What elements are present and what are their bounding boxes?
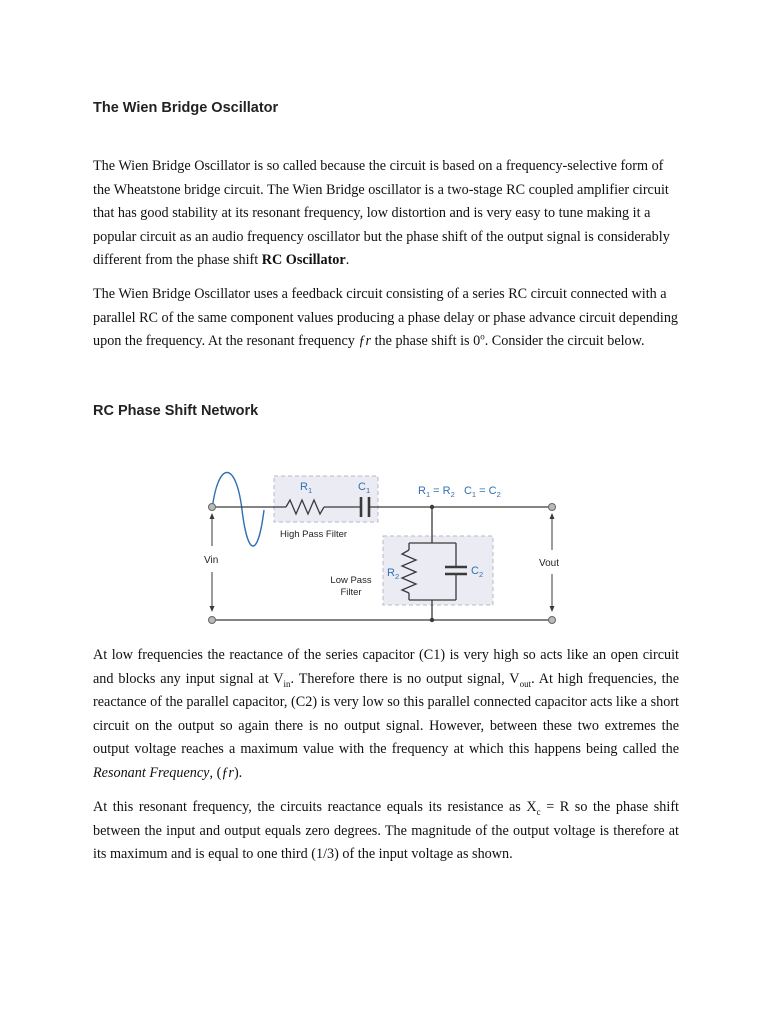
input-sine-wave [212,473,264,547]
intro-text: The Wien Bridge Oscillator is so called because the circuit is based on a frequency-selective form of the Wheatstone bridge circuit. The Wien Bridge oscillator is a two-stage RC coupled amplifier circuit that has good stability at its resonant frequency, low distortion and is very easy to tune making it a popular circuit as an audio frequency oscillator but the phase shift of the output signal is considerably different from the phase shift [93,158,670,269]
xc-subscript: c [536,806,541,817]
feedback-text-1: The Wien Bridge Oscillator uses a feedback circuit consisting of a series RC circuit connected with a parallel RC of the same component values producing a phase delay or phase advance circuit depending upon the frequency. At the resonant frequency [93,286,679,350]
component-equality-label: $R_1 = R_2$ $C_1 = C_2$ [418,485,501,499]
input-terminal-top [209,504,216,511]
section-subtitle: RC Phase Shift Network [93,403,259,419]
frequency-text-4: , ( [209,764,222,781]
c1-label: $C_1$ [358,481,371,495]
resonance-text-1: At this resonant frequency, the circuits reactance equals its resistance as X [93,799,537,815]
resonance-paragraph [93,796,679,867]
feedback-text-2: the phase shift is 0 [371,333,481,350]
resonant-frequency-symbol-2: ƒr [221,764,234,781]
feedback-paragraph [93,283,679,354]
frequency-text-5: ). [233,764,243,781]
input-terminal-bottom [209,617,216,624]
intro-end: . [345,252,350,269]
vin-arrowhead-down [210,606,215,612]
frequency-response-paragraph [93,644,679,786]
vout-arrowhead-down [550,606,555,612]
high-pass-filter-label: High Pass Filter [280,529,348,540]
rc-phase-shift-circuit-diagram [200,470,570,630]
output-terminal-top [549,504,556,511]
low-pass-filter-label-line2: Filter [340,587,362,598]
vin-arrowhead-up [210,513,215,519]
frequency-text-2: . Therefore there is no output signal, V [290,670,520,687]
frequency-text-3: . At high frequencies, the reactance of the parallel capacitor, (C2) is very low so this parallel connected capacitor acts like a short circuit on the output so again there is no output signal. However, between these two extremes the output voltage reaches a maximum value with the frequency at which this happens being called the [93,670,680,758]
output-terminal-bottom [549,617,556,624]
r1-label: $R_1$ [300,481,313,495]
feedback-text-3: . Consider the circuit below. [484,333,645,350]
degree-superscript: o [480,331,485,342]
vout-label: Vout [539,558,560,569]
resonant-frequency-symbol: ƒr [358,333,372,350]
page-title: The Wien Bridge Oscillator [93,100,279,116]
r2-label: $R_2$ [387,567,400,581]
vout-subscript: out [519,678,532,689]
low-pass-filter-label-line1: Low Pass [330,575,372,586]
vin-subscript: in [283,678,291,689]
resonant-frequency-term: Resonant Frequency [93,764,210,781]
frequency-text-1: At low frequencies the reactance of the series capacitor (C1) is very high so acts like an open circuit and blocks any input signal at V [93,647,679,687]
intro-paragraph [93,155,679,273]
vout-arrowhead-up [550,513,555,519]
rc-oscillator-term: RC Oscillator [261,252,346,269]
vin-label: Vin [204,555,219,566]
resonance-text-2: = R so the phase shift between the input and output equals zero degrees. The magnitude of the output voltage is therefore at its maximum and is equal to one third (1/3) of the input voltage as shown. [93,799,679,863]
c2-label: $C_2$ [471,565,484,579]
